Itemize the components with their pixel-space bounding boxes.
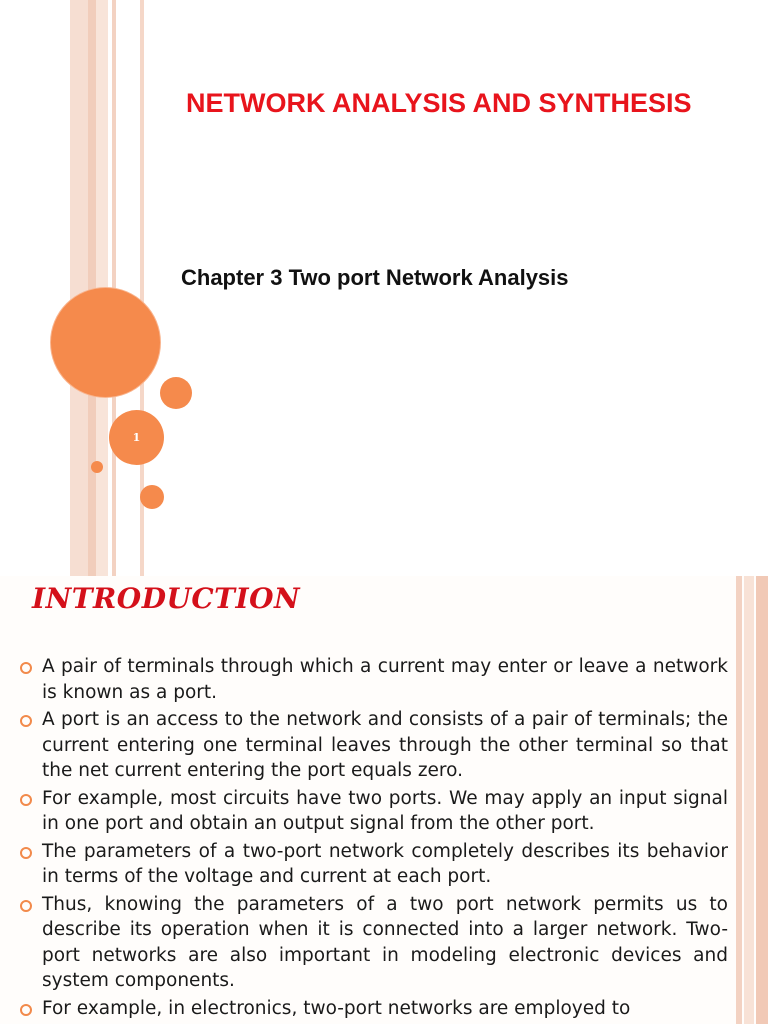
decorative-stripe bbox=[756, 576, 768, 1024]
bullet-text: The parameters of a two-port network completely describes its behavior in terms of the voltage and current at each port. bbox=[42, 840, 728, 887]
bullet-icon bbox=[20, 715, 32, 727]
bullet-icon bbox=[20, 900, 32, 912]
list-item bbox=[20, 996, 728, 1022]
page-number: 1 bbox=[132, 431, 141, 444]
bullet-text: A port is an access to the network and consists of a pair of terminals; the current entering one terminal leaves through the other terminal so that the net current entering the port equals zero. bbox=[42, 709, 728, 781]
introduction-slide bbox=[0, 576, 768, 1024]
slide-title: NETWORK ANALYSIS AND SYNTHESIS bbox=[186, 88, 692, 118]
bullet-text: For example, in electronics, two-port networks are employed to bbox=[42, 997, 631, 1019]
decorative-circle-large bbox=[51, 288, 160, 397]
slide-subtitle: Chapter 3 Two port Network Analysis bbox=[181, 265, 569, 290]
bullet-text: A pair of terminals through which a current may enter or leave a network is known as a port. bbox=[42, 656, 728, 703]
decorative-circle-tiny bbox=[91, 461, 103, 473]
bullet-text: Thus, knowing the parameters of a two port network permits us to describe its operation when it is connected into a larger network. Two-port networks are also important in modeling electronic devices and system components. bbox=[42, 893, 728, 991]
decorative-circle-small bbox=[140, 485, 164, 509]
list-item bbox=[20, 707, 728, 784]
list-item bbox=[20, 839, 728, 890]
slide-heading: INTRODUCTION bbox=[32, 582, 301, 615]
bullet-list bbox=[20, 654, 728, 1023]
bullet-icon bbox=[20, 847, 32, 859]
page-number-circle bbox=[109, 410, 164, 465]
list-item bbox=[20, 786, 728, 837]
bullet-icon bbox=[20, 1004, 32, 1016]
list-item bbox=[20, 892, 728, 994]
decorative-stripe bbox=[736, 576, 742, 1024]
decorative-circle-medium bbox=[160, 377, 192, 409]
bullet-icon bbox=[20, 794, 32, 806]
list-item bbox=[20, 654, 728, 705]
decorative-stripe bbox=[744, 576, 754, 1024]
decorative-stripe bbox=[70, 0, 88, 576]
bullet-icon bbox=[20, 662, 32, 674]
bullet-text: For example, most circuits have two ports. We may apply an input signal in one port and obtain an output signal from the other port. bbox=[42, 787, 728, 834]
